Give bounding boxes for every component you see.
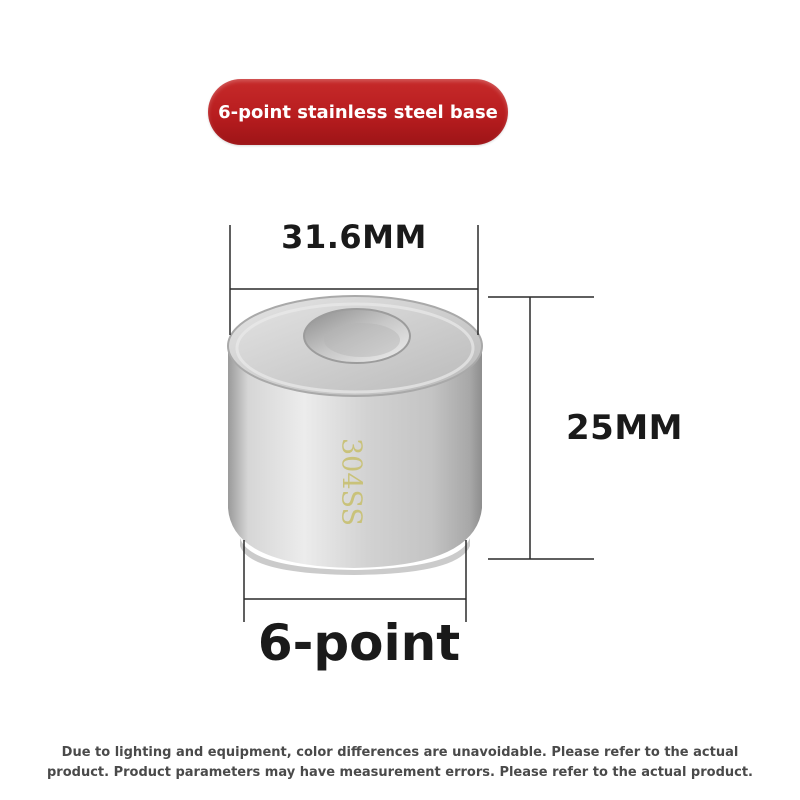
title-text: 6-point stainless steel base bbox=[218, 101, 498, 123]
steel-base-body bbox=[228, 296, 482, 575]
disclaimer-line-2: product. Product parameters may have measurement errors. Please refer to the actual product. bbox=[46, 765, 753, 780]
width-dimension-label: 31.6MM bbox=[281, 218, 427, 256]
engraving-text: 304SS bbox=[335, 437, 367, 527]
height-dimension-label: 25MM bbox=[566, 408, 683, 448]
variant-label: 6-point bbox=[257, 614, 461, 672]
disclaimer bbox=[0, 743, 800, 783]
disclaimer-line-1: Due to lighting and equipment, color differences are unavoidable. Please refer to the actual bbox=[61, 745, 739, 760]
